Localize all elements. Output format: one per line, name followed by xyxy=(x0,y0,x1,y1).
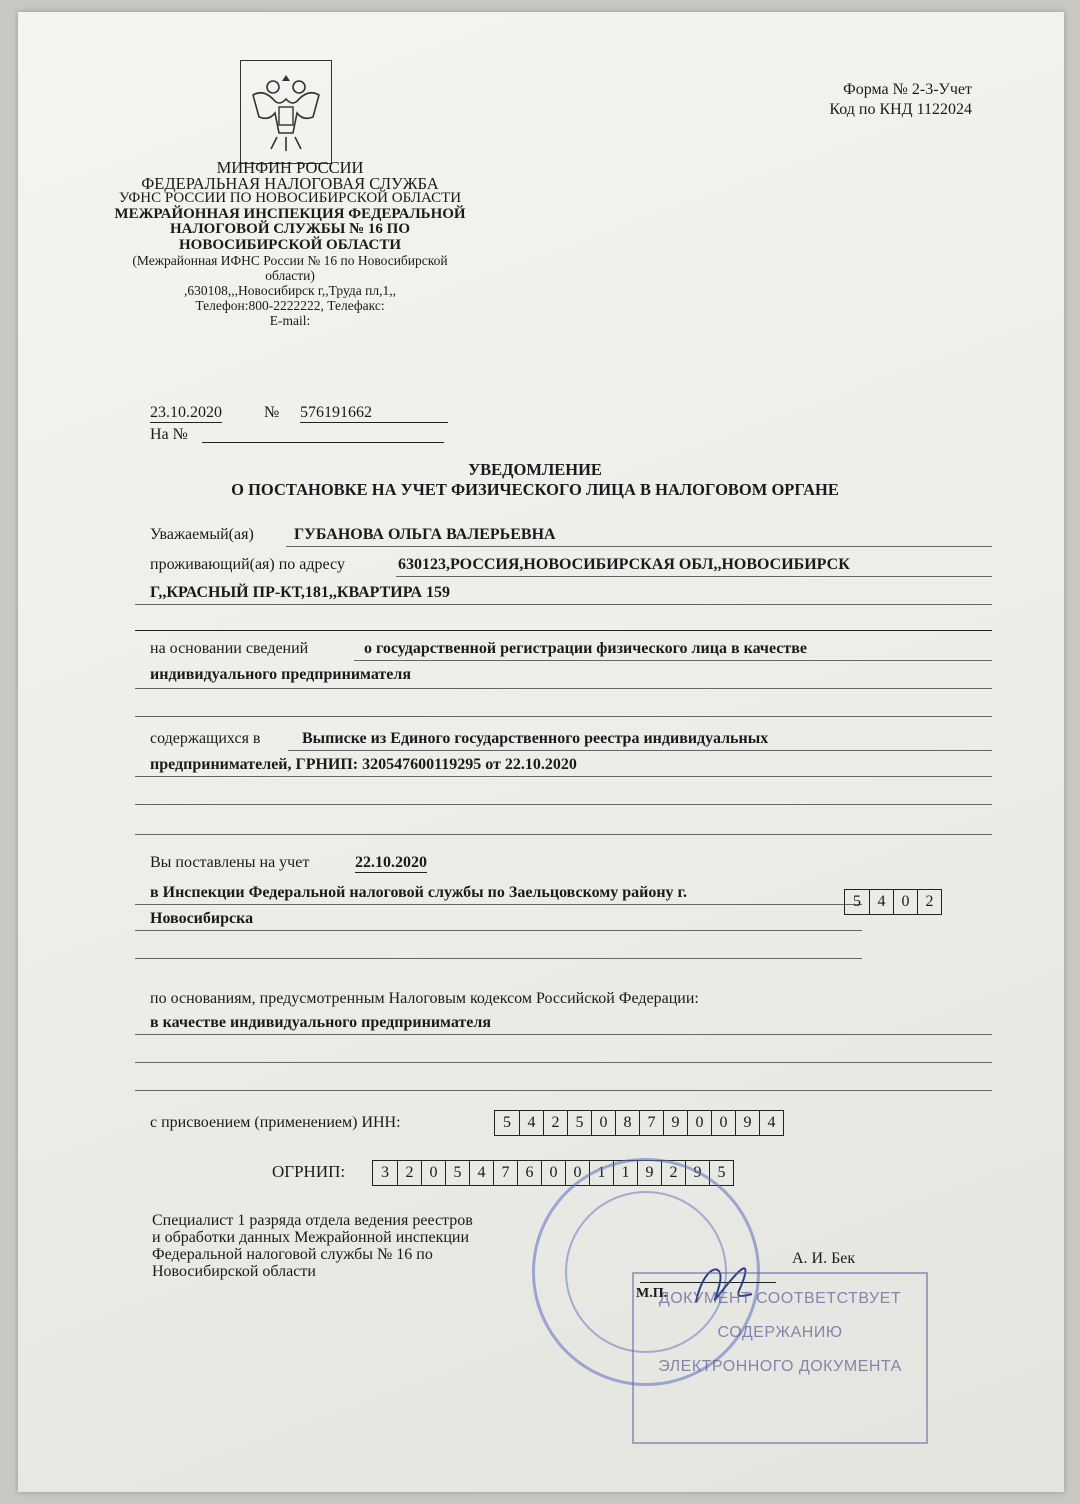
inn-digit: 5 xyxy=(503,1114,511,1131)
contained-line-2: предпринимателей, ГРНИП: 320547600119295 от 22.10.2020 xyxy=(150,756,577,773)
inspection-line-2: Новосибирска xyxy=(150,910,254,927)
inn-digit: 9 xyxy=(663,1111,687,1135)
code-digit: 2 xyxy=(917,890,941,914)
issuer-header xyxy=(100,160,480,328)
ogrnip-digit: 4 xyxy=(469,1161,493,1185)
doc-number: 576191662 xyxy=(300,404,448,423)
ogrnip-digit: 2 xyxy=(397,1161,421,1185)
stamp-line-1: ДОКУМЕНТ СООТВЕТСТВУЕТ xyxy=(658,1290,902,1307)
ogrnip-label: ОГРНИП: xyxy=(272,1162,346,1181)
contained-rule-1 xyxy=(288,750,992,751)
dear-label: Уважаемый(ая) xyxy=(150,526,254,543)
inn-digit: 0 xyxy=(687,1111,711,1135)
address-rule-2 xyxy=(135,604,992,605)
reference-blank xyxy=(202,442,444,443)
doc-number-label: № xyxy=(264,404,280,421)
inspection-short-name-1: (Межрайонная ИФНС России № 16 по Новосибирской xyxy=(132,253,448,268)
address-line-1: 630123,РОССИЯ,НОВОСИБИРСКАЯ ОБЛ,,НОВОСИБИРСК xyxy=(398,556,850,573)
ogrnip-digit: 5 xyxy=(709,1161,733,1185)
code-digit: 5 xyxy=(853,893,861,910)
issuer-email: E-mail: xyxy=(269,313,311,328)
doc-date: 23.10.2020 xyxy=(150,404,222,421)
basis-rule-2 xyxy=(135,688,992,689)
ufns-name: УФНС РОССИИ ПО НОВОСИБИРСКОЙ ОБЛАСТИ xyxy=(118,190,462,206)
inn-label: с присвоением (применением) ИНН: xyxy=(150,1114,401,1131)
taxpayer-name: ГУБАНОВА ОЛЬГА ВАЛЕРЬЕВНА xyxy=(294,526,556,543)
inspection-line-1: в Инспекции Федеральной налоговой службы по Заельцовскому району г. xyxy=(150,884,688,901)
ogrnip-digit: 9 xyxy=(685,1161,709,1185)
ogrnip-digit: 1 xyxy=(589,1161,613,1185)
inn-digit: 0 xyxy=(591,1111,615,1135)
address-rule-1 xyxy=(396,576,992,577)
grounds-label: по основаниям, предусмотренным Налоговым кодексом Российской Федерации: xyxy=(150,990,699,1007)
inn-digit: 0 xyxy=(711,1111,735,1135)
ogrnip-digit: 0 xyxy=(541,1161,565,1185)
signatory-name: А. И. Бек xyxy=(792,1250,856,1267)
stamp-line-3: ЭЛЕКТРОННОГО ДОКУМЕНТА xyxy=(658,1358,902,1375)
signatory-title xyxy=(152,1212,473,1280)
signatory-line-2: и обработки данных Межрайонной инспекции xyxy=(152,1229,470,1246)
basis-line-2: индивидуального предпринимателя xyxy=(150,666,411,683)
inspection-rule-3 xyxy=(135,958,862,959)
ogrnip-digit: 3 xyxy=(381,1164,389,1181)
ogrnip-digit: 5 xyxy=(445,1161,469,1185)
inspection-line-3: НОВОСИБИРСКОЙ ОБЛАСТИ xyxy=(178,236,402,253)
inn-digit: 9 xyxy=(735,1111,759,1135)
code-digit: 0 xyxy=(893,890,917,914)
conformity-stamp xyxy=(632,1272,928,1444)
issuer-address: ,630108,,,Новосибирск г,,Труда пл,1,, xyxy=(184,283,396,298)
signatory-line-1: Специалист 1 разряда отдела ведения реестров xyxy=(152,1212,473,1229)
tax-office-code xyxy=(844,889,942,915)
basis-rule-3 xyxy=(135,716,992,717)
code-digit: 4 xyxy=(869,890,893,914)
title-line-2: О ПОСТАНОВКЕ НА УЧЕТ ФИЗИЧЕСКОГО ЛИЦА В НАЛОГОВОМ ОРГАНЕ xyxy=(231,480,839,499)
inn-cells xyxy=(494,1110,784,1136)
document-title xyxy=(135,460,935,500)
title-line-1: УВЕДОМЛЕНИЕ xyxy=(468,460,602,479)
ogrnip-digit: 6 xyxy=(517,1161,541,1185)
contained-line-1: Выписке из Единого государственного реестра индивидуальных xyxy=(302,730,769,747)
inspection-rule-2 xyxy=(135,930,862,931)
russian-coat-of-arms-icon xyxy=(240,60,332,164)
basis-line-1: о государственной регистрации физического лица в качестве xyxy=(364,640,807,657)
contained-rule-3 xyxy=(135,804,992,805)
ogrnip-digit: 1 xyxy=(613,1161,637,1185)
inn-digit: 4 xyxy=(759,1111,783,1135)
seal-place-label: М.П. xyxy=(636,1286,668,1301)
inn-digit: 5 xyxy=(567,1111,591,1135)
address-line-2: Г,,КРАСНЫЙ ПР-КТ,181,,КВАРТИРА 159 xyxy=(150,584,451,601)
inn-digit: 7 xyxy=(639,1111,663,1135)
ogrnip-digit: 0 xyxy=(421,1161,445,1185)
registered-label: Вы поставлены на учет xyxy=(150,854,310,871)
inspection-line-2: НАЛОГОВОЙ СЛУЖБЫ № 16 ПО xyxy=(169,221,411,237)
inspection-line-1: МЕЖРАЙОННАЯ ИНСПЕКЦИЯ ФЕДЕРАЛЬНОЙ xyxy=(114,205,466,222)
ministry-name: МИНФИН РОССИИ xyxy=(216,158,364,177)
grounds-rule-2 xyxy=(135,1062,992,1063)
inn-digit: 2 xyxy=(543,1111,567,1135)
inspection-rule-1 xyxy=(135,904,862,905)
grounds-value: в качестве индивидуального предпринимателя xyxy=(150,1014,491,1031)
basis-rule-1 xyxy=(354,660,992,661)
stamp-line-2: СОДЕРЖАНИЮ xyxy=(717,1324,843,1341)
ogrnip-digit: 7 xyxy=(493,1161,517,1185)
grounds-rule-3 xyxy=(135,1090,992,1091)
signatory-line-3: Федеральной налоговой службы № 16 по xyxy=(152,1246,433,1263)
contained-rule-2 xyxy=(135,776,992,777)
ogrnip-digit: 9 xyxy=(637,1161,661,1185)
inn-digit: 4 xyxy=(519,1111,543,1135)
signatory-line-4: Новосибирской области xyxy=(152,1263,316,1280)
contained-label: содержащихся в xyxy=(150,730,261,747)
inspection-short-name-2: области) xyxy=(265,268,315,283)
grounds-rule-1 xyxy=(135,1034,992,1035)
ogrnip-digit: 0 xyxy=(565,1161,589,1185)
registered-date: 22.10.2020 xyxy=(355,854,427,871)
form-number: Форма № 2-3-Учет xyxy=(843,81,972,98)
knd-code: Код по КНД 1122024 xyxy=(829,101,972,118)
name-line xyxy=(286,546,992,547)
contained-rule-4 xyxy=(135,834,992,835)
ogrnip-digit: 2 xyxy=(661,1161,685,1185)
service-name: ФЕДЕРАЛЬНАЯ НАЛОГОВАЯ СЛУЖБА xyxy=(141,173,439,193)
issuer-phone: Телефон:800-2222222, Телефакс: xyxy=(195,298,385,313)
inn-digit: 8 xyxy=(615,1111,639,1135)
reference-label: На № xyxy=(150,426,188,443)
basis-label: на основании сведений xyxy=(150,640,309,657)
address-label: проживающий(ая) по адресу xyxy=(150,556,345,573)
form-info xyxy=(829,80,972,120)
address-rule-3 xyxy=(135,630,992,631)
